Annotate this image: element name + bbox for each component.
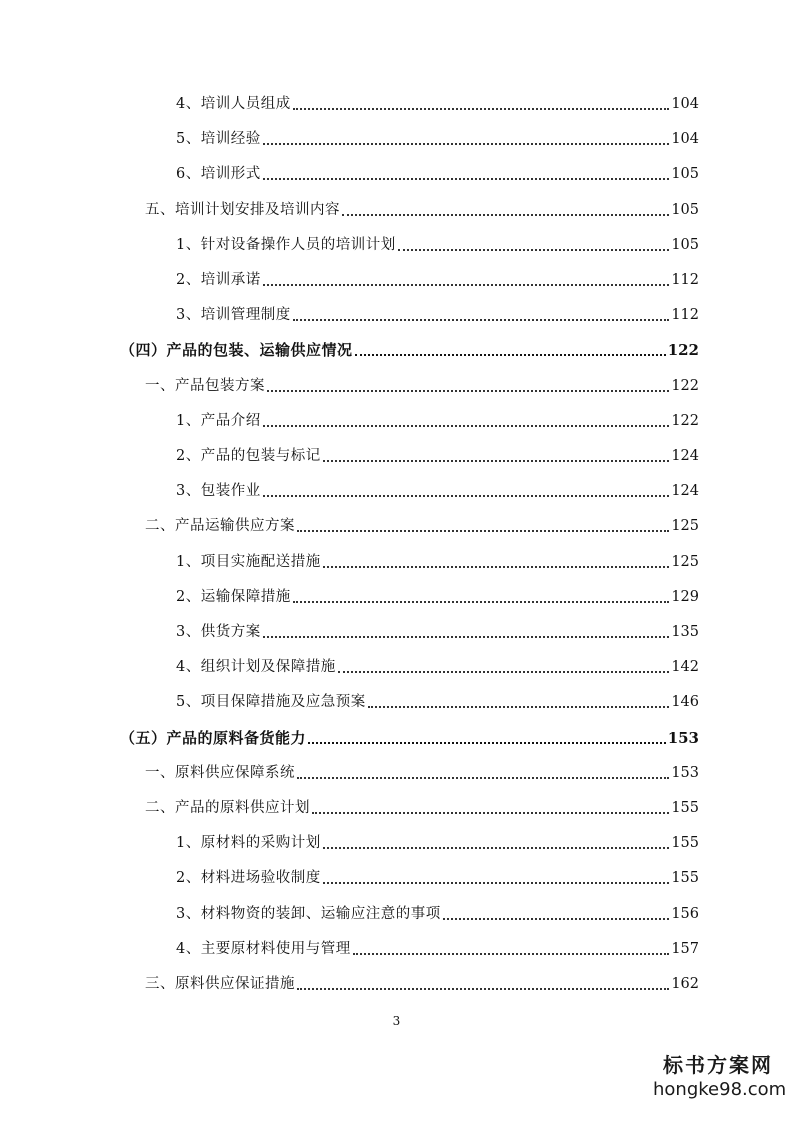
dot-leader <box>297 529 669 532</box>
toc-entry-page: 146 <box>671 694 699 711</box>
toc-subsection-entry[interactable] <box>176 552 699 572</box>
toc-entry-title: 2、材料进场验收制度 <box>176 870 321 887</box>
dot-leader <box>297 987 669 990</box>
toc-subsection-entry[interactable] <box>176 94 699 114</box>
toc-entry-title: 3、材料物资的装卸、运输应注意的事项 <box>176 905 441 922</box>
dot-leader <box>323 565 670 568</box>
toc-subsection-entry[interactable] <box>176 235 699 255</box>
toc-entry-page: 157 <box>671 940 699 957</box>
toc-entry-page: 104 <box>671 131 699 148</box>
watermark-url: hongke98.com <box>653 1079 787 1100</box>
dot-leader <box>355 353 666 356</box>
dot-leader <box>398 248 670 251</box>
toc-section-entry[interactable] <box>145 763 699 783</box>
dot-leader <box>263 494 670 497</box>
toc-subsection-entry[interactable] <box>176 939 699 959</box>
toc-subsection-entry[interactable] <box>176 657 699 677</box>
dot-leader <box>263 635 670 638</box>
toc-entry-title: 五、培训计划安排及培训内容 <box>145 201 340 218</box>
toc-entry-page: 129 <box>671 588 699 605</box>
toc-entry-title: 5、项目保障措施及应急预案 <box>176 694 366 711</box>
toc-entry-title: 4、培训人员组成 <box>176 96 291 112</box>
toc-entry-title: 1、针对设备操作人员的培训计划 <box>176 236 396 253</box>
toc-entry-title: 二、产品运输供应方案 <box>145 518 295 535</box>
toc-entry-page: 125 <box>671 553 699 570</box>
toc-entry-page: 122 <box>671 412 699 429</box>
dot-leader <box>293 107 670 110</box>
toc-subsection-entry[interactable] <box>176 305 699 325</box>
toc-entry-title: 3、培训管理制度 <box>176 307 291 324</box>
dot-leader <box>353 952 670 955</box>
toc-entry-page: 104 <box>671 96 699 112</box>
toc-entry-title: 6、培训形式 <box>176 166 261 183</box>
toc-subsection-entry[interactable] <box>176 481 699 501</box>
toc-section-entry[interactable] <box>145 516 699 536</box>
toc-subsection-entry[interactable] <box>176 411 699 431</box>
toc-entry-title: 3、包装作业 <box>176 483 261 500</box>
dot-leader <box>263 177 670 180</box>
toc-subsection-entry[interactable] <box>176 587 699 607</box>
toc-entry-title: 2、产品的包装与标记 <box>176 448 321 464</box>
toc-subsection-entry[interactable] <box>176 904 699 924</box>
toc-entry-page: 155 <box>671 800 699 816</box>
toc-entry-title: 三、原料供应保证措施 <box>145 976 295 992</box>
toc-entry-title: 4、组织计划及保障措施 <box>176 659 336 676</box>
toc-chapter-entry[interactable] <box>120 340 699 360</box>
toc-entry-title: 一、产品包装方案 <box>145 377 265 394</box>
toc-entry-title: 3、供货方案 <box>176 624 261 640</box>
toc-subsection-entry[interactable] <box>176 446 699 466</box>
toc-entry-page: 112 <box>671 307 699 324</box>
toc-subsection-entry[interactable] <box>176 129 699 149</box>
toc-entry-page: 155 <box>671 870 699 887</box>
dot-leader <box>342 213 669 216</box>
toc-entry-page: 105 <box>671 166 699 183</box>
toc-entry-page: 142 <box>671 659 699 676</box>
toc-entry-page: 125 <box>671 518 699 535</box>
dot-leader <box>293 318 670 321</box>
toc-entry-page: 122 <box>667 341 699 360</box>
dot-leader <box>267 389 669 392</box>
toc-entry-page: 153 <box>671 764 699 781</box>
dot-leader <box>323 846 670 849</box>
toc-entry-page: 105 <box>671 236 699 253</box>
toc-entry-page: 162 <box>671 976 699 992</box>
toc-entry-page: 112 <box>671 272 699 288</box>
page-number: 3 <box>392 1014 401 1028</box>
dot-leader <box>263 424 670 427</box>
dot-leader <box>293 600 670 603</box>
dot-leader <box>297 776 669 779</box>
toc-entry-page: 153 <box>667 728 699 747</box>
toc-entry-title: 1、原材料的采购计划 <box>176 835 321 852</box>
dot-leader <box>308 741 666 744</box>
toc-entry-page: 124 <box>671 483 699 500</box>
toc-entry-title: 5、培训经验 <box>176 131 261 148</box>
watermark-name: 标书方案网 <box>663 1053 773 1077</box>
dot-leader <box>323 459 670 462</box>
toc-entry-title: 4、主要原材料使用与管理 <box>176 940 351 957</box>
toc-subsection-entry[interactable] <box>176 164 699 184</box>
toc-entry-page: 155 <box>671 835 699 852</box>
toc-subsection-entry[interactable] <box>176 692 699 712</box>
toc-subsection-entry[interactable] <box>176 868 699 888</box>
toc-subsection-entry[interactable] <box>176 270 699 290</box>
dot-leader <box>323 881 670 884</box>
dot-leader <box>263 142 670 145</box>
dot-leader <box>263 283 670 286</box>
toc-entry-title: 1、项目实施配送措施 <box>176 553 321 570</box>
toc-section-entry[interactable] <box>145 376 699 396</box>
toc-entry-page: 122 <box>671 377 699 394</box>
toc-entry-page: 156 <box>671 905 699 922</box>
dot-leader <box>312 811 669 814</box>
toc-entry-title: 1、产品介绍 <box>176 412 261 429</box>
toc-section-entry[interactable] <box>145 798 699 818</box>
toc-chapter-entry[interactable] <box>120 728 699 748</box>
toc-subsection-entry[interactable] <box>176 622 699 642</box>
toc-entry-page: 135 <box>671 624 699 640</box>
toc-entry-title: （五）产品的原料备货能力 <box>120 728 307 747</box>
dot-leader <box>368 705 670 708</box>
dot-leader <box>443 917 670 920</box>
toc-entry-title: 2、运输保障措施 <box>176 588 291 605</box>
dot-leader <box>338 670 670 673</box>
toc-section-entry[interactable] <box>145 974 699 994</box>
toc-entry-page: 105 <box>671 201 699 218</box>
toc-entry-title: 2、培训承诺 <box>176 272 261 288</box>
toc-entry-title: 二、产品的原料供应计划 <box>145 800 310 816</box>
toc-entry-title: 一、原料供应保障系统 <box>145 764 295 781</box>
site-watermark <box>653 1052 787 1112</box>
toc-section-entry[interactable] <box>145 200 699 220</box>
toc-subsection-entry[interactable] <box>176 833 699 853</box>
toc-entry-title: （四）产品的包装、运输供应情况 <box>120 341 353 360</box>
toc-entry-page: 124 <box>671 448 699 464</box>
